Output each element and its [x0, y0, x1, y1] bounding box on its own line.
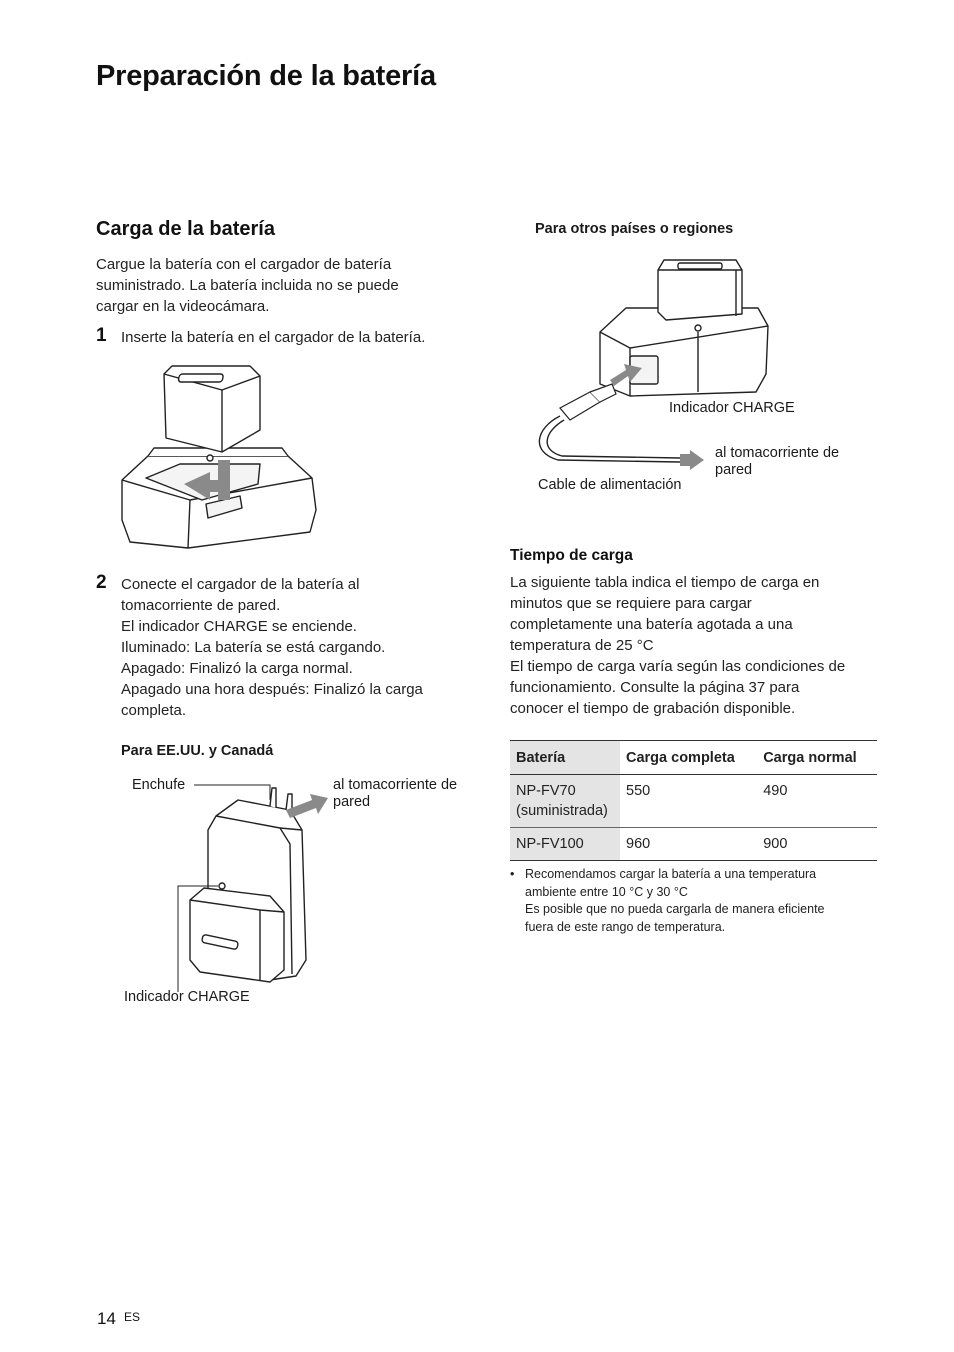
us-outlet-line: pared: [333, 794, 371, 810]
section-heading: Carga de la batería: [96, 218, 275, 240]
step-1-text: Inserte la batería en el cargador de la batería.: [121, 329, 426, 346]
charge-time-line: completamente una batería agotada a una: [510, 616, 793, 633]
us-charger-illustration: [120, 770, 360, 990]
language-code: ES: [124, 1310, 141, 1324]
note-line: Recomendamos cargar la batería a una temperatura: [525, 867, 817, 881]
note-line: Es posible que no pueda cargarla de manera eficiente: [525, 902, 825, 916]
charge-time-line: funcionamiento. Consulte la página 37 para: [510, 679, 800, 696]
step-2-number: 2: [96, 572, 107, 593]
other-charge-indicator-label: Indicador CHARGE: [669, 400, 795, 416]
table-row: [510, 828, 877, 861]
intro-line: cargar en la videocámara.: [96, 298, 270, 315]
us-canada-heading: Para EE.UU. y Canadá: [121, 743, 274, 759]
charge-time-line: conocer el tiempo de grabación disponible.: [510, 700, 796, 717]
step-2-line: completa.: [121, 702, 187, 719]
step-2-line: Apagado una hora después: Finalizó la carga: [121, 681, 423, 698]
intro-paragraph: [96, 254, 399, 317]
note-line: ambiente entre 10 °C y 30 °C: [525, 884, 688, 899]
battery-insert-illustration: [110, 360, 330, 555]
page-number: 14: [97, 1309, 116, 1328]
power-cable-label: Cable de alimentación: [538, 477, 682, 493]
table-cell-battery: [510, 775, 620, 828]
us-outlet-line: al tomacorriente de: [333, 777, 458, 793]
page-title: Preparación de la batería: [96, 60, 436, 92]
battery-name: NP-FV70: [516, 783, 576, 799]
charge-time-paragraph: [510, 572, 845, 719]
table-cell-full: 550: [620, 775, 757, 828]
other-countries-heading: Para otros países o regiones: [535, 221, 734, 237]
bullet-icon: •: [510, 867, 515, 881]
other-outlet-line: al tomacorriente de: [715, 445, 840, 461]
charge-time-line: El tiempo de carga varía según las condiciones de: [510, 658, 846, 675]
table-header: Carga completa: [620, 741, 757, 775]
step-2-line: Apagado: Finalizó la carga normal.: [121, 660, 353, 677]
table-row: [510, 775, 877, 828]
temperature-note: [510, 866, 875, 936]
charge-time-heading: Tiempo de carga: [510, 547, 633, 564]
table-header: Batería: [510, 741, 620, 775]
us-outlet-label: [333, 777, 457, 811]
step-2-text: [121, 574, 423, 721]
charge-time-table: [510, 740, 877, 861]
charge-time-line: temperatura de 25 °C: [510, 637, 654, 654]
step-2-line: Conecte el cargador de la batería al: [121, 576, 360, 593]
table-cell-battery: NP-FV100: [510, 828, 620, 861]
other-outlet-line: pared: [715, 462, 753, 478]
table-cell-full: 960: [620, 828, 757, 861]
other-outlet-label: [715, 445, 839, 479]
plug-label: Enchufe: [132, 777, 186, 793]
step-2-line: tomacorriente de pared.: [121, 597, 281, 614]
us-charge-indicator-label: Indicador CHARGE: [124, 989, 250, 1005]
note-line: fuera de este rango de temperatura.: [525, 919, 726, 934]
table-cell-normal: 900: [757, 828, 877, 861]
intro-line: Cargue la batería con el cargador de batería: [96, 256, 392, 273]
table-header-row: [510, 741, 877, 775]
table-header: Carga normal: [757, 741, 877, 775]
table-cell-normal: 490: [757, 775, 877, 828]
intro-line: suministrado. La batería incluida no se puede: [96, 277, 399, 294]
charge-time-line: minutos que se requiere para cargar: [510, 595, 752, 612]
step-1-number: 1: [96, 325, 107, 346]
step-2-line: Iluminado: La batería se está cargando.: [121, 639, 386, 656]
charge-time-line: La siguiente tabla indica el tiempo de carga en: [510, 574, 820, 591]
step-2-line: El indicador CHARGE se enciende.: [121, 618, 357, 635]
battery-note: (suministrada): [516, 803, 608, 819]
